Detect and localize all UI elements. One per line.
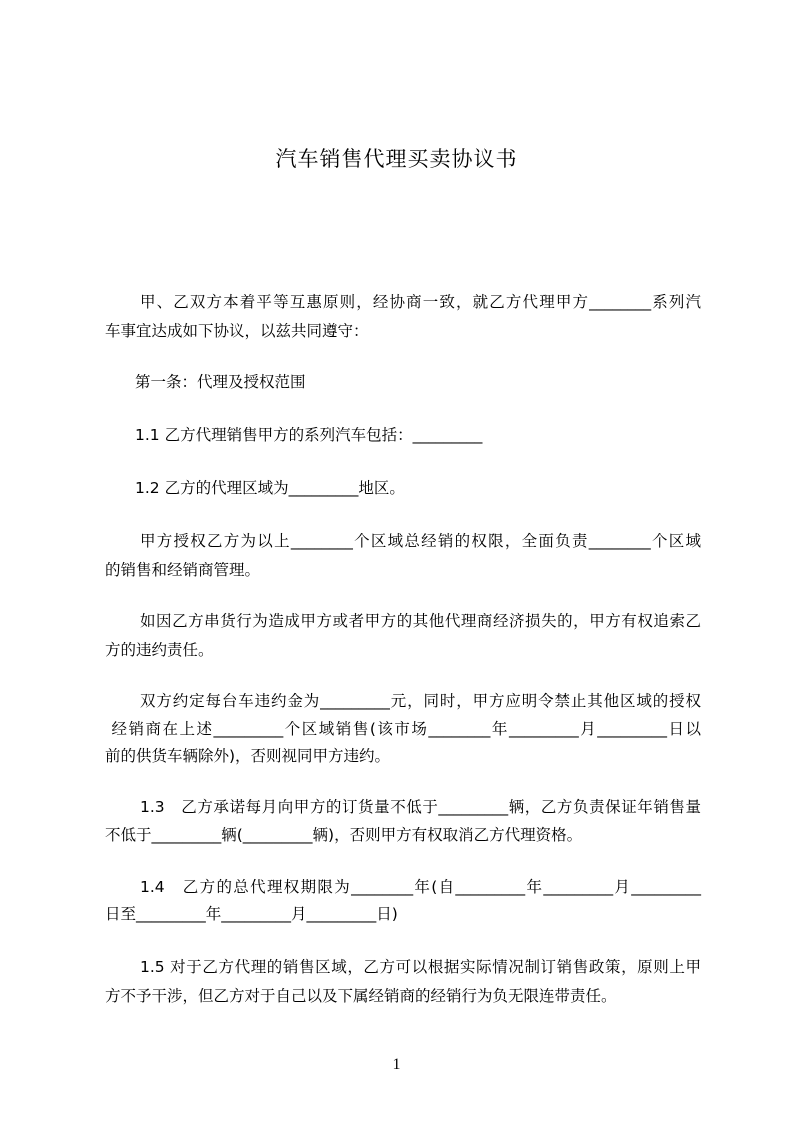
clause-1-3-line-2: 不低于_________辆(_________辆)，否则甲方有权取消乙方代理资格。 [105, 826, 583, 844]
authorization-line-2: 的销售和经销商管理。 [105, 561, 261, 579]
crossselling-line-2: 方的违约责任。 [105, 641, 214, 659]
clause-1-2: 1.2 乙方的代理区域为_________地区。 [135, 479, 405, 497]
penalty-line-3: 前的供货车辆除外)，否则视同甲方违约。 [105, 747, 391, 765]
clause-1-3-line-1: 1.3 乙方承诺每月向甲方的订货量不低于_________辆，乙方负责保证年销售量 [140, 798, 701, 816]
penalty-line-2: 经销商在上述_________个区域销售(该市场________年_________月_________日以 [105, 720, 701, 738]
crossselling-line-1: 如因乙方串货行为造成甲方或者甲方的其他代理商经济损失的，甲方有权追索乙 [140, 612, 701, 630]
clause-1-5-line-2: 方不予干涉，但乙方对于自己以及下属经销商的经销行为负无限连带责任。 [105, 987, 617, 1005]
clause-1-4-line-1: 1.4 乙方的总代理权期限为________年(自_________年_________月_________ [140, 878, 701, 896]
intro-line-1: 甲、乙双方本着平等互惠原则，经协商一致，就乙方代理甲方________系列汽 [140, 293, 701, 311]
article-1-heading: 第一条：代理及授权范围 [135, 373, 306, 391]
intro-line-2: 车事宜达成如下协议，以兹共同遵守： [105, 322, 369, 340]
clause-1-1: 1.1 乙方代理销售甲方的系列汽车包括：_________ [135, 426, 483, 444]
clause-1-4-line-2: 日至_________年_________月_________日) [105, 905, 398, 923]
document-title: 汽车销售代理买卖协议书 [275, 147, 518, 171]
authorization-line-1: 甲方授权乙方为以上________个区域总经销的权限，全面负责________个区域 [140, 532, 701, 550]
clause-1-5-line-1: 1.5 对于乙方代理的销售区域，乙方可以根据实际情况制订销售政策，原则上甲 [140, 958, 701, 976]
penalty-line-1: 双方约定每台车违约金为_________元，同时，甲方应明令禁止其他区域的授权 [140, 692, 701, 710]
page-number: 1 [392, 1056, 401, 1073]
